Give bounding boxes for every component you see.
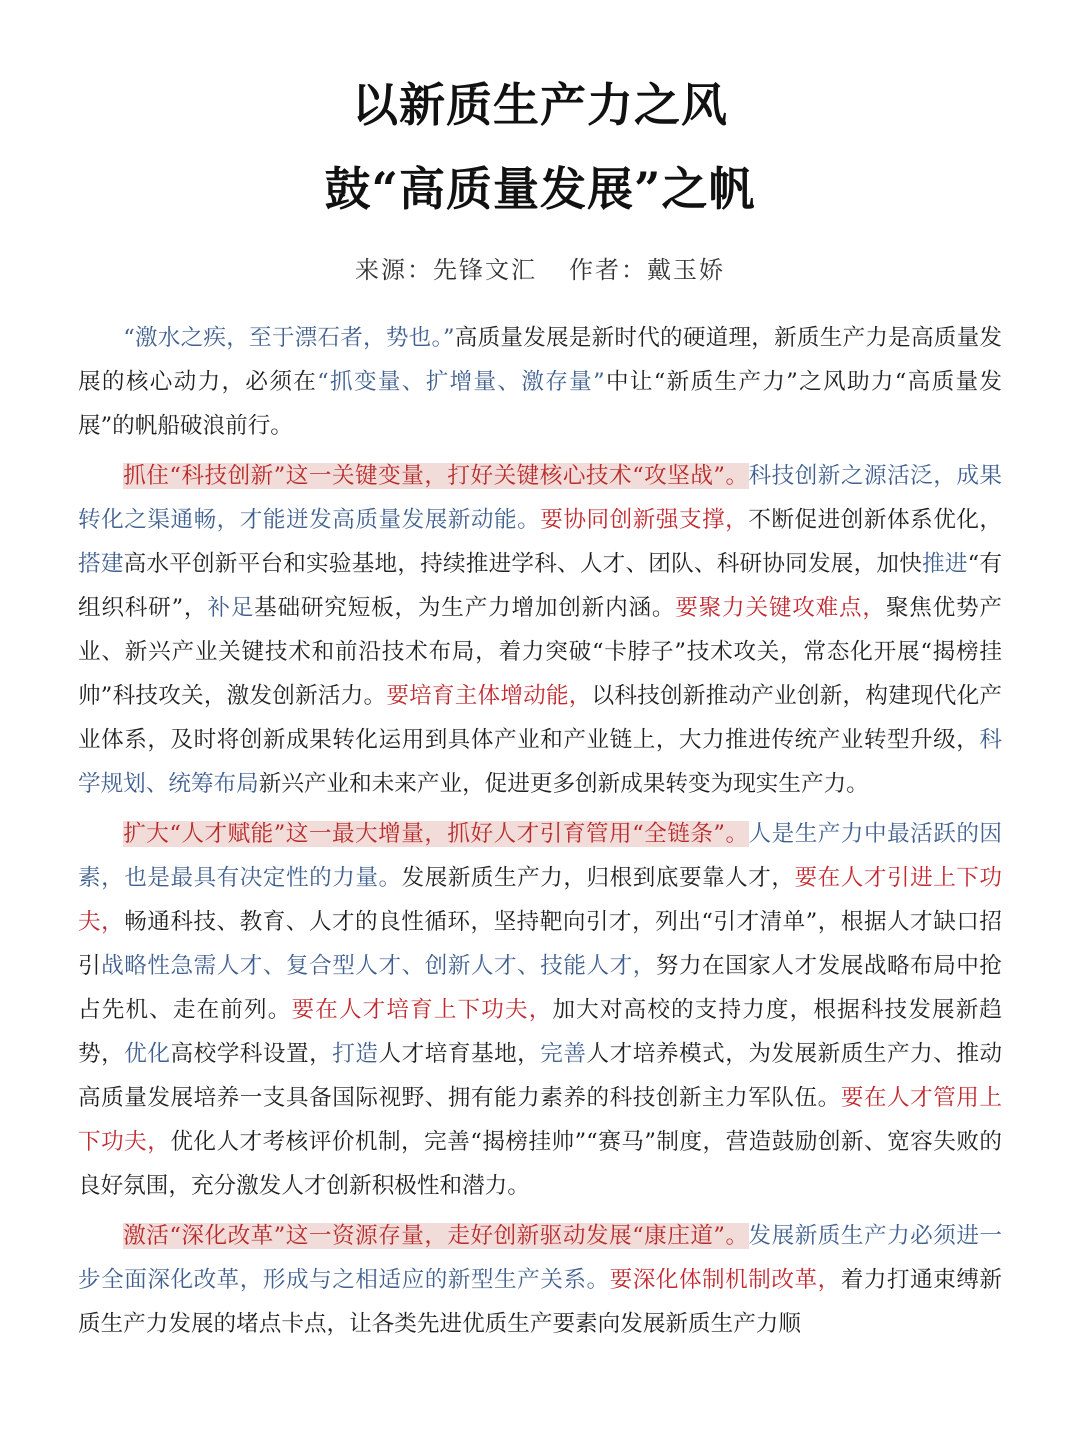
emphasis-blue: “激水之疾，至于漂石者，势也。” — [123, 325, 455, 351]
text-segment: 发展新质生产力，归根到底要靠人才， — [401, 865, 795, 891]
emphasis-blue: 人是生产力中最活跃的因素，也是最具有决定性的力量。 — [78, 821, 1003, 891]
highlighted-heading: 抓住“科技创新”这一关键变量，打好关键核心技术“攻坚战”。 — [123, 463, 749, 489]
emphasis-blue: 发展新质生产力必须进一步全面深化改革，形成与之相适应的新型生产关系。 — [78, 1223, 1003, 1293]
emphasis-blue: 完善 — [540, 1041, 587, 1067]
emphasis-blue: 科学规划、统筹布局 — [78, 727, 1002, 797]
text-segment: 聚焦优势产业、新兴产业关键技术和前沿技术布局，着力突破“卡脖子”技术攻关，常态化开展“揭榜挂帅”科技攻关，激发创新活力。 — [78, 595, 1003, 709]
emphasis-blue: 搭建 — [78, 551, 124, 577]
article-body — [78, 316, 1002, 1346]
highlighted-heading: 扩大“人才赋能”这一最大增量，抓好人才引育管用“全链条”。 — [123, 821, 749, 847]
paragraph-tech-innovation — [78, 454, 1002, 806]
text-segment: 努力在国家人才发展战略布局中抢占先机、走在前列。 — [78, 953, 1003, 1023]
emphasis-blue: 打造 — [332, 1041, 379, 1067]
byline — [78, 250, 1002, 290]
text-segment: 高质量发展是新时代的硬道理，新质生产力是高质量发展的核心动力，必须在 — [78, 325, 1002, 395]
text-segment: 人才培育基地， — [378, 1041, 541, 1067]
text-segment: 基础研究短板，为生产力增加创新内涵。 — [254, 595, 676, 621]
text-segment: 着力打通束缚新质生产力发展的堵点卡点，让各类先进优质生产要素向发展新质生产力顺 — [78, 1267, 1003, 1337]
emphasis-red: 要在人才引进上下功夫， — [78, 865, 1003, 935]
emphasis-blue: 优化 — [124, 1041, 171, 1067]
paragraph-reform — [78, 1214, 1002, 1346]
paragraph-intro — [78, 316, 1002, 448]
text-segment: 新兴产业和未来产业，促进更多创新成果转变为现实生产力。 — [258, 771, 869, 797]
paragraph-talent — [78, 812, 1002, 1208]
emphasis-blue: 补足 — [207, 595, 255, 621]
text-segment: 中让“新质生产力”之风助力“高质量发展”的帆船破浪前行。 — [78, 369, 1003, 439]
emphasis-red: 要在人才培育上下功夫， — [291, 997, 553, 1023]
source-label: 来源：先锋文汇 — [355, 256, 537, 284]
text-segment: 高校学科设置， — [170, 1041, 333, 1067]
emphasis-red: 要深化体制机制改革， — [609, 1267, 841, 1293]
emphasis-blue: 战略性急需人才、复合型人才、创新人才、技能人才， — [101, 953, 656, 979]
emphasis-red: 要培育主体增动能， — [386, 683, 592, 709]
text-segment: 不断促进创新体系优化， — [748, 507, 1003, 533]
emphasis-blue: “抓变量、扩增量、激存量” — [317, 369, 605, 395]
author-label: 作者：戴玉娇 — [569, 256, 725, 284]
text-segment: 高水平创新平台和实验基地，持续推进学科、人才、团队、科研协同发展，加快 — [123, 551, 923, 577]
title-line-1: 以新质生产力之风 — [352, 78, 728, 132]
text-segment: 畅通科技、教育、人才的良性循环，坚持靶向引才，列出“引才清单”，根据人才缺口招引 — [78, 909, 1003, 979]
title-line-2: 鼓“高质量发展”之帆 — [324, 162, 756, 216]
highlighted-heading: 激活“深化改革”这一资源存量，走好创新驱动发展“康庄道”。 — [123, 1223, 749, 1249]
emphasis-red: 要在人才管用上下功夫， — [78, 1085, 1003, 1155]
text-segment: 加大对高校的支持力度，根据科技发展新趋势， — [78, 997, 1003, 1067]
text-segment: 人才培养模式，为发展新质生产力、推动高质量发展培养一支具备国际视野、拥有能力素养的科技创新主力军队伍。 — [78, 1041, 1003, 1111]
text-segment: 优化人才考核评价机制，完善“揭榜挂帅”“赛马”制度，营造鼓励创新、宽容失败的良好氛围，充分激发人才创新积极性和潜力。 — [78, 1129, 1003, 1199]
text-segment: “有组织科研”， — [78, 551, 1003, 621]
emphasis-blue: 推进 — [922, 551, 968, 577]
emphasis-red: 要协同创新强支撑， — [540, 507, 749, 533]
text-segment: 以科技创新推动产业创新，构建现代化产业体系，及时将创新成果转化运用到具体产业和产业链上，大力推进传统产业转型升级， — [78, 683, 1003, 753]
emphasis-blue: 科技创新之源活泛，成果转化之渠通畅，才能迸发高质量发展新动能。 — [78, 463, 1003, 533]
emphasis-red: 要聚力关键攻难点， — [675, 595, 886, 621]
